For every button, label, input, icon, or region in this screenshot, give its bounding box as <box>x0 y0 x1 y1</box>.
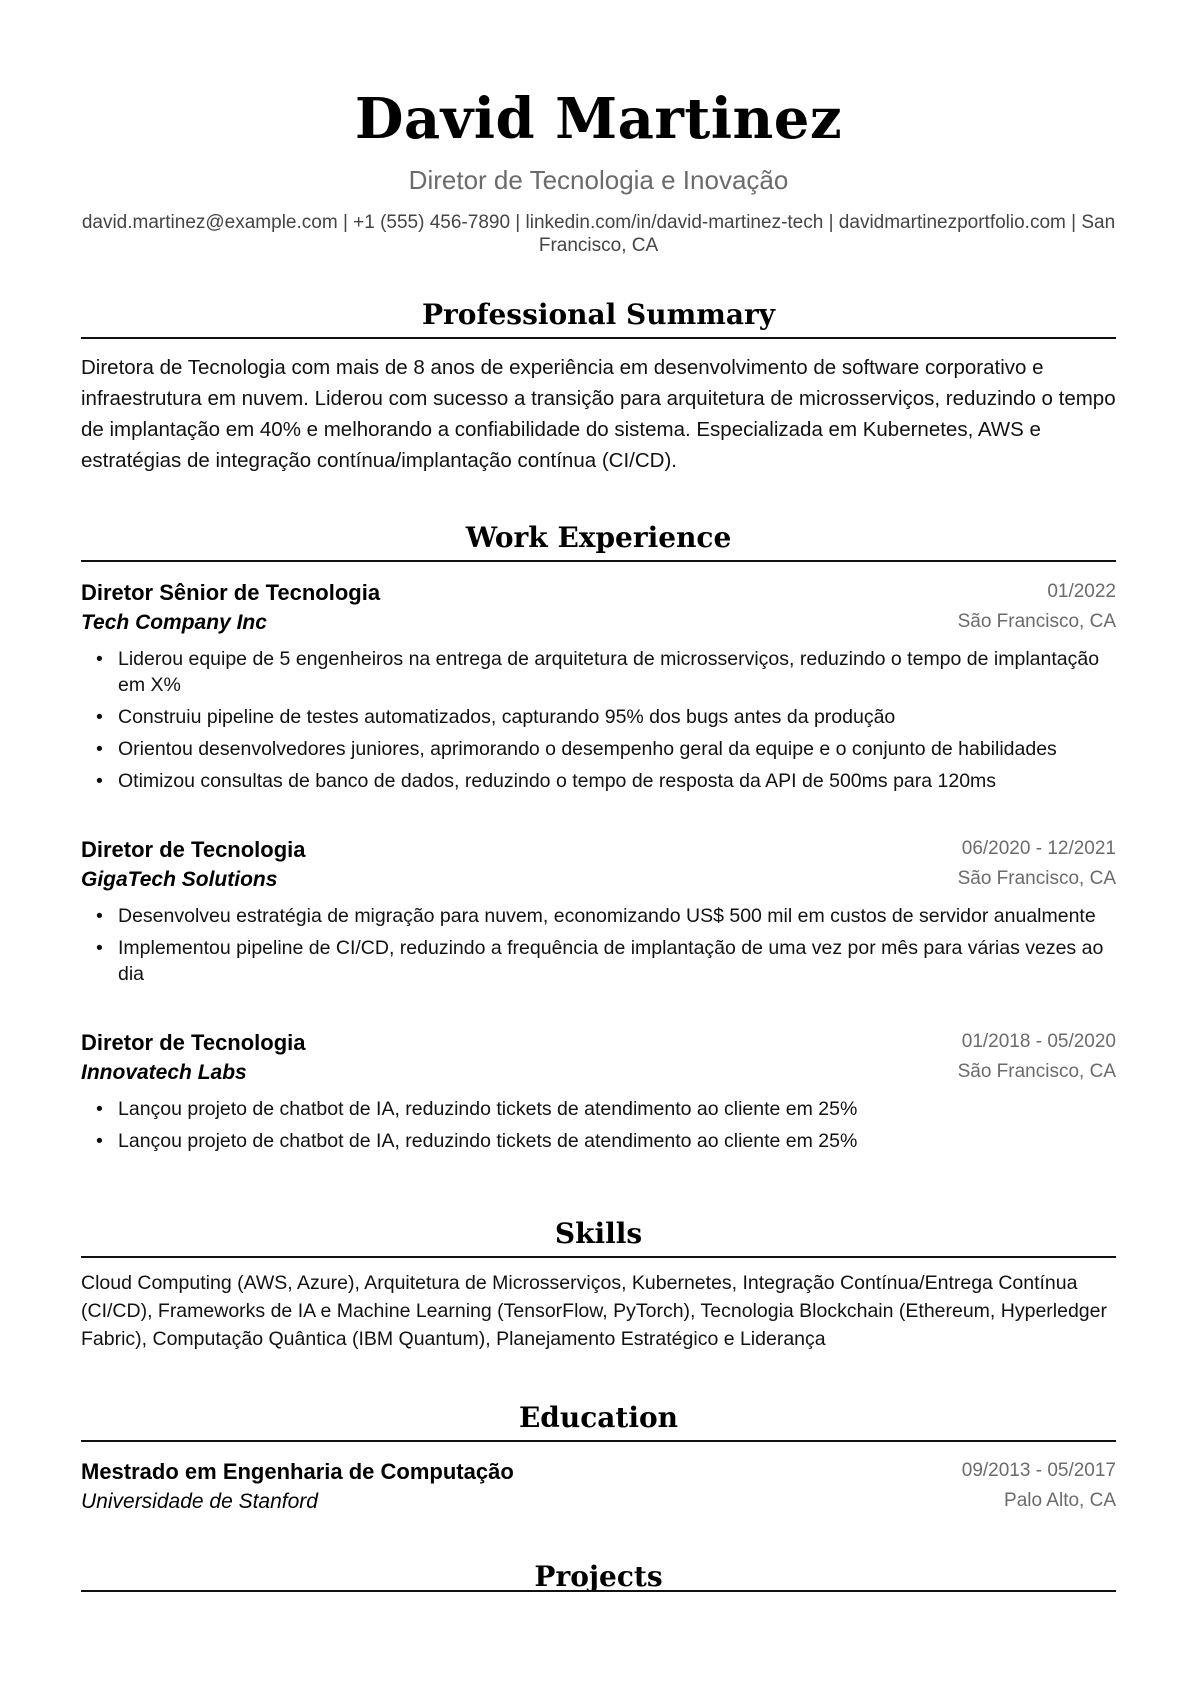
school-location: Palo Alto, CA <box>1004 1490 1116 1511</box>
section-heading-education: Education <box>518 1401 679 1434</box>
job-dates: 01/2022 <box>1047 581 1116 602</box>
summary-text: Diretora de Tecnologia com mais de 8 anos de experiência em desenvolvimento de software corporativo e infraestrutura em nuvem. Liderou com sucesso a transição para arquitetura de microsserviços, reduzindo o tempo de implantação em 40% e melhorando a confiabilidade do sistema. Especializada em Kubernetes, AWS e estratégias de integração contínua/implantação contínua (CI/CD). <box>81 356 1116 472</box>
section-heading-work: Work Experience <box>465 521 732 554</box>
section-divider <box>81 337 1116 339</box>
section-heading-summary: Professional Summary <box>421 298 776 331</box>
section-divider <box>81 1440 1116 1442</box>
job-company: Tech Company Inc <box>81 611 267 634</box>
section-divider <box>81 560 1116 562</box>
job-dates: 01/2018 - 05/2020 <box>961 1031 1116 1052</box>
job-role: Diretor Sênior de Tecnologia <box>81 580 381 605</box>
experience-entry <box>81 1028 1116 1160</box>
section-divider <box>81 1256 1116 1258</box>
list-item: • Lançou projeto de chatbot de IA, reduzindo tickets de atendimento ao cliente em 25% <box>96 1098 858 1120</box>
job-company: Innovatech Labs <box>81 1061 247 1084</box>
experience-entry <box>81 835 1116 993</box>
experience-entry <box>81 578 1116 800</box>
job-role: Diretor de Tecnologia <box>81 1030 306 1055</box>
contact-line: david.martinez@example.com | +1 (555) 456-7890 | linkedin.com/in/david-martinez-tech | davidmartinezportfolio.com | San Francisco, CA <box>81 212 1116 256</box>
candidate-title: Diretor de Tecnologia e Inovação <box>408 165 789 195</box>
list-item: • Otimizou consultas de banco de dados, reduzindo o tempo de resposta da API de 500ms para 120ms <box>96 770 997 792</box>
job-location: São Francisco, CA <box>957 868 1116 889</box>
list-item: • Implementou pipeline de CI/CD, reduzindo a frequência de implantação de uma vez por mês para várias vezes ao dia <box>96 937 1104 985</box>
section-divider <box>81 1590 1116 1592</box>
job-location: São Francisco, CA <box>957 611 1116 632</box>
job-bullets <box>81 1096 1116 1154</box>
list-item: • Liderou equipe de 5 engenheiros na entrega de arquitetura de microsserviços, reduzindo o tempo de implantação em X% <box>96 648 1100 696</box>
list-item: • Desenvolveu estratégia de migração para nuvem, economizando US$ 500 mil em custos de servidor anualmente <box>96 905 1096 927</box>
job-location: São Francisco, CA <box>957 1061 1116 1082</box>
section-heading-projects: Projects <box>534 1560 663 1593</box>
job-company: GigaTech Solutions <box>81 868 278 891</box>
list-item: • Lançou projeto de chatbot de IA, reduzindo tickets de atendimento ao cliente em 25% <box>96 1130 858 1152</box>
skills-text: Cloud Computing (AWS, Azure), Arquitetura de Microsserviços, Kubernetes, Integração Contínua/Entrega Contínua (CI/CD), Frameworks de IA e Machine Learning (TensorFlow, PyTorch), Tecnologia Blockchain (Ethereum, Hyperledger Fabric), Computação Quântica (IBM Quantum), Planejamento Estratégico e Liderança <box>81 1272 1107 1350</box>
section-heading-skills: Skills <box>554 1217 643 1250</box>
job-dates: 06/2020 - 12/2021 <box>961 838 1116 859</box>
job-role: Diretor de Tecnologia <box>81 837 306 862</box>
job-bullets <box>81 646 1116 794</box>
education-entry <box>81 1457 1116 1517</box>
education-dates: 09/2013 - 05/2017 <box>961 1460 1116 1481</box>
school-name: Universidade de Stanford <box>81 1490 318 1513</box>
list-item: • Orientou desenvolvedores juniores, aprimorando o desempenho geral da equipe e o conjunto de habilidades <box>96 738 1057 760</box>
job-bullets <box>81 903 1116 987</box>
degree-name: Mestrado em Engenharia de Computação <box>81 1459 514 1484</box>
candidate-name: David Martinez <box>354 86 843 152</box>
list-item: • Construiu pipeline de testes automatizados, capturando 95% dos bugs antes da produção <box>96 706 896 728</box>
